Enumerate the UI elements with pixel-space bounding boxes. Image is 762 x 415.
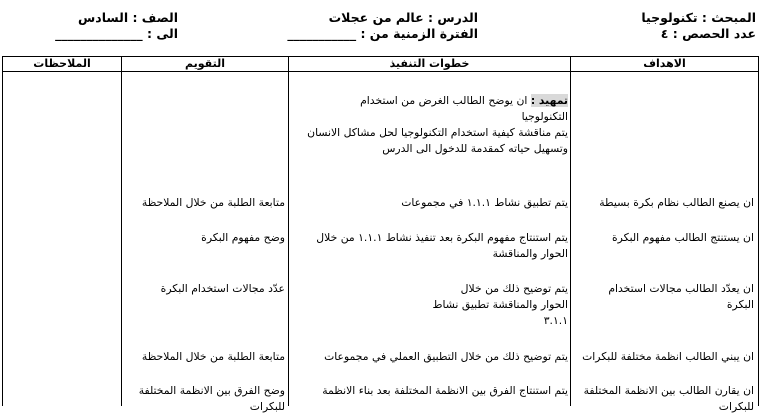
step-cell: يتم توضيح ذلك من خلال التطبيق العملي في مجموعات xyxy=(324,350,568,363)
step-cell: يتم استنتاج مفهوم البكرة بعد تنفيذ نشاط ١.١.١ من خلال الحوار والمناقشة xyxy=(316,231,568,260)
column-divider xyxy=(570,57,571,406)
column-header-notes: الملاحظات xyxy=(33,57,91,70)
column-divider xyxy=(121,57,122,406)
periods-label: عدد الحصص : ٤ xyxy=(660,26,756,41)
column-header-evaluation: التقويم xyxy=(185,57,225,70)
step-cell: يتم استنتاج الفرق بين الانظمة المختلفة بعد بناء الانظمة xyxy=(322,384,568,397)
column-divider xyxy=(288,57,289,406)
step-cell: يتم تطبيق نشاط ١.١.١ في مجموعات xyxy=(401,196,568,209)
intro-text: ان يوضح الطالب الغرض من استخدام xyxy=(360,94,531,107)
evaluation-cell: وضح الفرق بين الانظمة المختلفة للبكرات xyxy=(138,384,285,413)
lesson-table xyxy=(2,56,759,413)
intro-block xyxy=(302,93,568,157)
intro-label: تمهيد : xyxy=(530,94,568,107)
table-border-left xyxy=(2,57,3,406)
evaluation-cell: وضح مفهوم البكرة xyxy=(201,231,285,244)
objective-cell: ان يصنع الطالب نظام بكرة بسيطة xyxy=(599,196,754,209)
step-cell: يتم توضيح ذلك من خلال الحوار والمناقشة تطبيق نشاط ٣.١.١ xyxy=(432,282,568,327)
grade-label: الصف : السادس xyxy=(78,10,178,25)
evaluation-cell: عدّد مجالات استخدام البكرة xyxy=(160,282,285,295)
objective-cell: ان يبني الطالب انظمة مختلفة للبكرات xyxy=(582,350,754,363)
subject-label: المبحث : تكنولوجيا xyxy=(641,10,756,25)
evaluation-cell: متابعة الطلبة من خلال الملاحظة xyxy=(141,350,285,363)
intro-line xyxy=(302,93,568,109)
objective-cell: ان يقارن الطالب بين الانظمة المختلفة للبكرات xyxy=(583,384,754,413)
evaluation-cell: متابعة الطلبة من خلال الملاحظة xyxy=(141,196,285,209)
to-date-label: الى : ______________ xyxy=(55,26,178,41)
objective-cell: ان يعدّد الطالب مجالات استخدام البكرة xyxy=(608,282,754,311)
table-border-right xyxy=(758,57,759,406)
column-header-steps: خطوات التنفيذ xyxy=(389,57,470,70)
time-period-label: الفترة الزمنية من : ___________ xyxy=(287,26,478,41)
intro-line: وتسهيل حياته كمقدمة للدخول الى الدرس xyxy=(382,142,568,155)
intro-line: التكنولوجيا xyxy=(521,110,568,123)
objective-cell: ان يستنتج الطالب مفهوم البكرة xyxy=(612,231,754,244)
column-header-objectives: الاهداف xyxy=(643,57,686,70)
lesson-label: الدرس : عالم من عجلات xyxy=(328,10,478,25)
intro-line: يتم مناقشة كيفية استخدام التكنولوجيا لحل مشاكل الانسان xyxy=(307,126,568,139)
